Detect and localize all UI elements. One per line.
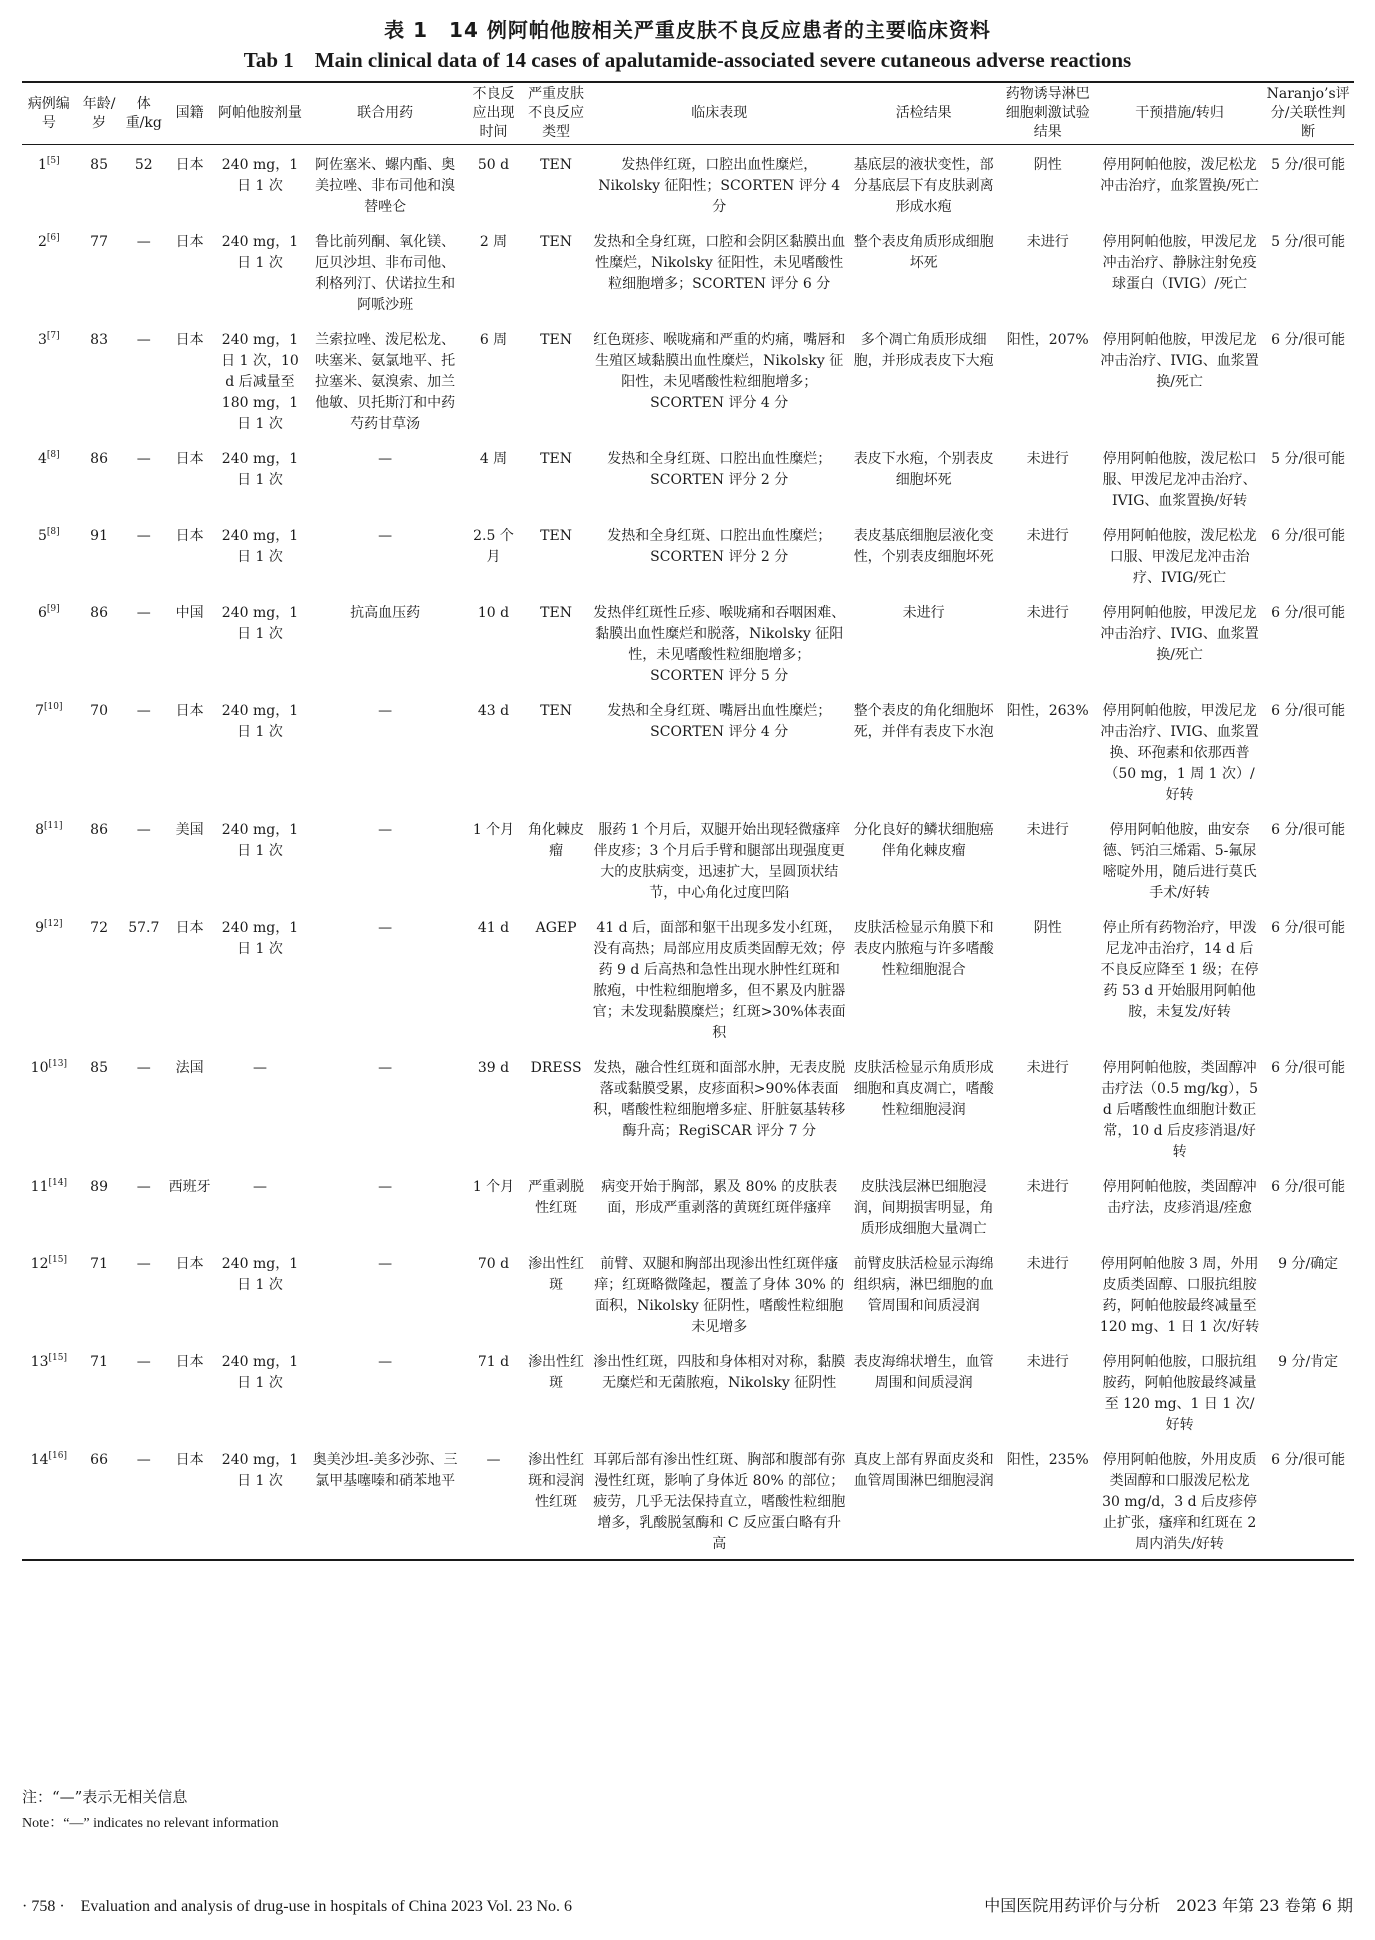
cell-type: 渗出性红斑 (528, 1354, 585, 1391)
cell-action: 停用阿帕他胺，甲泼尼龙冲击治疗、IVIG、血浆置换/死亡 (1100, 605, 1259, 663)
cell-dose: 240 mg，1 日 1 次 (221, 157, 299, 194)
cell-age: 72 (90, 920, 108, 936)
cell-weight: — (136, 605, 151, 621)
cell-combo: — (378, 451, 393, 467)
cell-onset: 71 d (477, 1354, 510, 1370)
cell-naranjo: 6 分/很可能 (1271, 332, 1346, 348)
cell-nation: 日本 (175, 528, 204, 544)
header-nation: 国籍 (175, 105, 204, 121)
cell-dose: 240 mg，1 日 1 次 (221, 528, 299, 565)
case-number: 13 (30, 1354, 49, 1370)
cell-action: 停用阿帕他胺，口服抗组胺药，阿帕他胺最终减量至 120 mg、1 日 1 次/好转 (1102, 1354, 1257, 1433)
cell-dlst: 未进行 (1026, 1354, 1069, 1370)
header-naranjo: Naranjo’s评分/关联性判断 (1266, 86, 1350, 140)
note-cn: 注：“—”表示无相关信息 (22, 1788, 188, 1806)
cell-dlst: 未进行 (1026, 605, 1069, 621)
cell-action: 停用阿帕他胺，泼尼松龙口服、甲泼尼龙冲击治疗、IVIG/死亡 (1102, 528, 1257, 586)
cell-onset: 6 周 (479, 332, 508, 348)
table-row (22, 1048, 1354, 1167)
cell-age: 86 (90, 605, 108, 621)
case-number: 8 (35, 822, 45, 838)
cell-onset: 41 d (477, 920, 510, 936)
header-onset: 不良反应出现时间 (472, 86, 515, 140)
cell-case-no (22, 1440, 76, 1560)
cell-biopsy: 整个表皮角质形成细胞坏死 (853, 234, 994, 271)
cell-onset: 1 个月 (472, 1179, 515, 1195)
table-row (22, 1440, 1354, 1560)
cell-onset: 43 d (477, 703, 510, 719)
cell-case-no (22, 222, 76, 320)
cell-case-no (22, 593, 76, 691)
footer-journal-cn: 中国医院用药评价与分析 2023 年第 23 卷第 6 期 (984, 1896, 1353, 1915)
reference-citation: [15] (48, 1255, 67, 1265)
table-row (22, 439, 1354, 516)
cell-dose: 240 mg，1 日 1 次，10 d 后减量至 180 mg，1 日 1 次 (221, 332, 299, 432)
cell-onset: 50 d (477, 157, 510, 173)
cell-nation: 法国 (175, 1060, 204, 1076)
cell-combo: 抗高血压药 (350, 605, 421, 621)
cell-dose: 240 mg，1 日 1 次 (221, 1354, 299, 1391)
cell-nation: 日本 (175, 451, 204, 467)
cell-age: 83 (90, 332, 108, 348)
cell-combo: — (378, 822, 393, 838)
cell-onset: 4 周 (479, 451, 508, 467)
case-number: 7 (35, 703, 45, 719)
cell-nation: 中国 (175, 605, 204, 621)
cell-combo: — (378, 703, 393, 719)
cell-biopsy: 皮肤活检显示角膜下和表皮内脓疱与许多嗜酸性粒细胞混合 (853, 920, 994, 978)
cell-action: 停用阿帕他胺，曲安奈德、钙泊三烯霜、5-氟尿嘧啶外用，随后进行莫氏手术/好转 (1102, 822, 1257, 901)
cell-weight: 57.7 (128, 920, 160, 936)
cell-age: 86 (90, 451, 108, 467)
cell-clinical: 渗出性红斑，四肢和身体相对对称，黏膜无糜烂和无菌脓疱，Nikolsky 征阴性 (593, 1354, 846, 1391)
cell-nation: 日本 (175, 1256, 204, 1272)
cell-biopsy: 整个表皮的角化细胞坏死，并伴有表皮下水泡 (853, 703, 994, 740)
header-age: 年龄/岁 (82, 95, 116, 131)
cell-dlst: 未进行 (1026, 1179, 1069, 1195)
cell-nation: 日本 (175, 1354, 204, 1370)
cell-case-no (22, 1048, 76, 1167)
cell-dose: 240 mg，1 日 1 次 (221, 920, 299, 957)
cell-action: 停用阿帕他胺，外用皮质类固醇和口服泼尼松龙 30 mg/d，3 d 后皮疹停止扩张，瘙痒和红斑在 2 周内消失/好转 (1102, 1452, 1258, 1552)
cell-dose: 240 mg，1 日 1 次 (221, 451, 299, 488)
case-number: 2 (37, 234, 47, 250)
cell-biopsy: 分化良好的鳞状细胞癌伴角化棘皮瘤 (853, 822, 994, 859)
cell-age: 71 (90, 1354, 108, 1370)
cell-case-no (22, 691, 76, 810)
cell-combo: 兰索拉唑、泼尼松龙、呋塞米、氨氯地平、托拉塞米、氨溴索、加兰他敏、贝托斯汀和中药芍药甘草汤 (315, 332, 456, 432)
cell-action: 停用阿帕他胺，泼尼松龙冲击治疗，血浆置换/死亡 (1100, 157, 1259, 194)
cell-combo: — (378, 1256, 393, 1272)
cell-onset: 2.5 个月 (473, 528, 514, 565)
table-row (22, 516, 1354, 593)
cell-naranjo: 5 分/很可能 (1271, 157, 1346, 173)
cell-dlst: 未进行 (1026, 822, 1069, 838)
cell-clinical: 发热，融合性红斑和面部水肿，无表皮脱落或黏膜受累，皮疹面积>90%体表面积，嗜酸性粒细胞增多症、肝脏氨基转移酶升高；RegiSCAR 评分 7 分 (593, 1060, 846, 1139)
cell-biopsy: 真皮上部有界面皮炎和血管周围淋巴细胞浸润 (853, 1452, 994, 1489)
case-number: 6 (37, 605, 47, 621)
case-number: 11 (30, 1179, 49, 1195)
table-header-row (22, 82, 1354, 145)
cell-age: 86 (90, 822, 108, 838)
cell-dlst: 未进行 (1026, 528, 1069, 544)
cell-dlst: 阴性 (1033, 157, 1062, 173)
cell-combo: 鲁比前列酮、氧化镁、厄贝沙坦、非布司他、利格列汀、伏诺拉生和阿哌沙班 (315, 234, 456, 313)
cell-naranjo: 6 分/很可能 (1271, 920, 1346, 936)
cell-weight: — (136, 822, 151, 838)
cell-type: DRESS (530, 1060, 582, 1076)
cell-biopsy: 皮肤活检显示角质形成细胞和真皮凋亡，嗜酸性粒细胞浸润 (853, 1060, 994, 1118)
reference-citation: [12] (44, 919, 63, 929)
cell-action: 停用阿帕他胺，甲泼尼龙冲击治疗、IVIG、血浆置换、环孢素和依那西普（50 mg，1 周 1 次）/好转 (1100, 703, 1259, 803)
cell-naranjo: 6 分/很可能 (1271, 1060, 1346, 1076)
cell-age: 66 (90, 1452, 108, 1468)
reference-citation: [8] (46, 527, 60, 537)
cell-combo: 奥美沙坦-美多沙弥、三氯甲基噻嗪和硝苯地平 (312, 1452, 458, 1489)
cell-action: 停用阿帕他胺，甲泼尼龙冲击治疗、IVIG、血浆置换/死亡 (1100, 332, 1259, 390)
reference-citation: [10] (44, 702, 63, 712)
cell-clinical: 发热和全身红斑、嘴唇出血性糜烂；SCORTEN 评分 4 分 (607, 703, 832, 740)
cell-action: 停用阿帕他胺，类固醇冲击疗法（0.5 mg/kg），5 d 后嗜酸性血细胞计数正常，10 d 后皮疹消退/好转 (1101, 1060, 1259, 1160)
cell-clinical: 红色斑疹、喉咙痛和严重的灼痛，嘴唇和生殖区域黏膜出血性糜烂，Nikolsky 征阳性，未见嗜酸性粒细胞增多；SCORTEN 评分 4 分 (593, 332, 846, 411)
cell-biopsy: 前臂皮肤活检显示海绵组织病，淋巴细胞的血管周围和间质浸润 (853, 1256, 994, 1314)
case-number: 5 (37, 528, 47, 544)
cell-onset: 2 周 (479, 234, 508, 250)
reference-citation: [5] (46, 156, 60, 166)
case-number: 3 (37, 332, 47, 348)
cell-weight: — (136, 1256, 151, 1272)
cell-biopsy: 多个凋亡角质形成细胞，并形成表皮下大疱 (853, 332, 994, 369)
table-row (22, 1342, 1354, 1440)
cell-combo: — (378, 528, 393, 544)
cell-nation: 美国 (175, 822, 204, 838)
cell-naranjo: 6 分/很可能 (1271, 703, 1346, 719)
cell-case-no (22, 810, 76, 908)
cell-age: 89 (90, 1179, 108, 1195)
cell-biopsy: 未进行 (902, 605, 945, 621)
cell-naranjo: 6 分/很可能 (1271, 528, 1346, 544)
cell-weight: — (136, 1452, 151, 1468)
case-number: 4 (37, 451, 47, 467)
cell-naranjo: 9 分/肯定 (1278, 1354, 1339, 1370)
header-dlst: 药物诱导淋巴细胞刺激试验结果 (1005, 86, 1090, 140)
cell-naranjo: 6 分/很可能 (1271, 822, 1346, 838)
cell-dose: — (252, 1060, 267, 1076)
cell-action: 停用阿帕他胺，类固醇冲击疗法，皮疹消退/痊愈 (1102, 1179, 1257, 1216)
cell-type: 渗出性红斑 (528, 1256, 585, 1293)
cell-naranjo: 6 分/很可能 (1271, 1452, 1346, 1468)
cell-naranjo: 5 分/很可能 (1271, 451, 1346, 467)
table-row (22, 145, 1354, 223)
cell-weight: — (136, 451, 151, 467)
table-title-en: Tab 1 Main clinical data of 14 cases of apalutamide-associated severe cutaneous adverse reactions (243, 48, 1132, 72)
header-case-no: 病例编号 (27, 95, 70, 131)
cell-clinical: 服药 1 个月后，双腿开始出现轻微瘙痒伴皮疹；3 个月后手臂和腿部出现强度更大的皮肤病变，迅速扩大，呈圆顶状结节，中心角化过度凹陷 (593, 822, 845, 901)
cell-case-no (22, 320, 76, 439)
cell-case-no (22, 908, 76, 1048)
cell-age: 70 (90, 703, 108, 719)
cell-dose: 240 mg，1 日 1 次 (221, 234, 299, 271)
cell-nation: 日本 (175, 332, 204, 348)
reference-citation: [16] (48, 1451, 67, 1461)
cell-case-no (22, 516, 76, 593)
cell-action: 停止所有药物治疗，甲泼尼龙冲击治疗，14 d 后不良反应降至 1 级；在停药 53 d 开始服用阿帕他胺，未复发/好转 (1100, 920, 1259, 1020)
cell-age: 77 (90, 234, 108, 250)
reference-citation: [7] (46, 331, 60, 341)
cell-type: TEN (540, 605, 572, 621)
cell-biopsy: 表皮基底细胞层液化变性，个别表皮细胞坏死 (853, 528, 994, 565)
cell-nation: 日本 (175, 234, 204, 250)
cell-dlst: 未进行 (1026, 234, 1069, 250)
cell-onset: 70 d (477, 1256, 510, 1272)
cell-type: TEN (540, 703, 572, 719)
table-row (22, 1244, 1354, 1342)
cell-type: 渗出性红斑和浸润性红斑 (528, 1452, 585, 1510)
cell-dose: 240 mg，1 日 1 次 (221, 1256, 299, 1293)
cell-weight: — (136, 1179, 151, 1195)
cell-dose: 240 mg，1 日 1 次 (221, 703, 299, 740)
cell-clinical: 病变开始于胸部，累及 80% 的皮肤表面，形成严重剥落的黄斑红斑伴瘙痒 (601, 1179, 838, 1216)
cell-type: TEN (540, 234, 572, 250)
cell-biopsy: 皮肤浅层淋巴细胞浸润，间期损害明显，角质形成细胞大量凋亡 (853, 1179, 994, 1237)
cell-clinical: 发热和全身红斑，口腔和会阴区黏膜出血性糜烂，Nikolsky 征阳性，未见嗜酸性粒细胞增多；SCORTEN 评分 6 分 (593, 234, 846, 292)
cell-combo: — (378, 1179, 393, 1195)
cell-naranjo: 6 分/很可能 (1271, 1179, 1346, 1195)
note-en: Note：“—” indicates no relevant information (22, 1816, 279, 1831)
header-type: 严重皮肤不良反应类型 (528, 86, 585, 140)
cell-clinical: 发热伴红斑，口腔出血性糜烂，Nikolsky 征阳性；SCORTEN 评分 4 分 (598, 157, 841, 215)
cell-case-no (22, 145, 76, 223)
cell-weight: — (136, 332, 151, 348)
cell-naranjo: 5 分/很可能 (1271, 234, 1346, 250)
cell-weight: — (136, 528, 151, 544)
table-row (22, 222, 1354, 320)
cell-clinical: 前臂、双腿和胸部出现渗出性红斑伴瘙痒；红斑略微隆起，覆盖了身体 30% 的面积，Nikolsky 征阴性，嗜酸性粒细胞未见增多 (594, 1256, 845, 1335)
cell-case-no (22, 1342, 76, 1440)
reference-citation: [13] (48, 1059, 67, 1069)
cell-action: 停用阿帕他胺，泼尼松口服、甲泼尼龙冲击治疗、IVIG、血浆置换/好转 (1102, 451, 1257, 509)
cell-case-no (22, 1167, 76, 1244)
cell-dlst: 未进行 (1026, 1060, 1069, 1076)
cell-clinical: 发热伴红斑性丘疹、喉咙痛和吞咽困难、黏膜出血性糜烂和脱落，Nikolsky 征阳性，未见嗜酸性粒细胞增多；SCORTEN 评分 5 分 (593, 605, 846, 684)
cell-clinical: 发热和全身红斑、口腔出血性糜烂；SCORTEN 评分 2 分 (607, 528, 832, 565)
table-row (22, 593, 1354, 691)
cell-weight: — (136, 1060, 151, 1076)
cell-dose: 240 mg，1 日 1 次 (221, 822, 299, 859)
cell-clinical: 41 d 后，面部和躯干出现多发小红斑，没有高热；局部应用皮质类固醇无效；停药 9 d 后高热和急性出现水肿性红斑和脓疱，中性粒细胞增多，但不累及内脏器官；未发现黏膜糜烂；红斑>30%体表面积 (592, 920, 846, 1041)
cell-dose: — (252, 1179, 267, 1195)
cell-dlst: 阴性 (1033, 920, 1062, 936)
cell-nation: 日本 (175, 920, 204, 936)
table-row (22, 320, 1354, 439)
cell-onset: 10 d (477, 605, 510, 621)
table-row (22, 810, 1354, 908)
reference-citation: [15] (48, 1353, 67, 1363)
cell-combo: — (378, 1060, 393, 1076)
header-dose: 阿帕他胺剂量 (217, 105, 302, 121)
cell-age: 85 (90, 1060, 108, 1076)
table-row (22, 691, 1354, 810)
case-number: 1 (37, 157, 47, 173)
table-row (22, 908, 1354, 1048)
footer-journal-en: · 758 · Evaluation and analysis of drug-use in hospitals of China 2023 Vol. 23 No. 6 (22, 1898, 573, 1915)
cell-age: 91 (90, 528, 108, 544)
cell-nation: 日本 (175, 1452, 204, 1468)
table-row (22, 1167, 1354, 1244)
cell-weight: — (136, 1354, 151, 1370)
cell-nation: 西班牙 (168, 1179, 211, 1195)
cell-type: TEN (540, 157, 572, 173)
cell-combo: 阿佐塞米、螺内酯、奥美拉唑、非布司他和溴替唑仑 (315, 157, 456, 215)
case-number: 9 (35, 920, 45, 936)
cell-case-no (22, 1244, 76, 1342)
cell-nation: 日本 (175, 157, 204, 173)
cell-dlst: 阳性，263% (1006, 703, 1089, 719)
cell-type: TEN (540, 528, 572, 544)
cell-biopsy: 表皮下水疱，个别表皮细胞坏死 (853, 451, 994, 488)
cell-combo: — (378, 1354, 393, 1370)
cell-weight: 52 (134, 157, 153, 173)
case-number: 12 (30, 1256, 49, 1272)
cell-dlst: 阳性，207% (1006, 332, 1089, 348)
cell-onset: — (486, 1452, 501, 1468)
cell-biopsy: 基底层的液状变性，部分基底层下有皮肤剥离形成水疱 (853, 157, 994, 215)
reference-citation: [9] (46, 604, 60, 614)
reference-citation: [11] (44, 821, 63, 831)
cell-biopsy: 表皮海绵状增生，血管周围和间质浸润 (853, 1354, 994, 1391)
cell-action: 停用阿帕他胺 3 周，外用皮质类固醇、口服抗组胺药，阿帕他胺最终减量至 120 mg、1 日 1 次/好转 (1099, 1256, 1260, 1335)
cell-case-no (22, 439, 76, 516)
cell-action: 停用阿帕他胺，甲泼尼龙冲击治疗、静脉注射免疫球蛋白（IVIG）/死亡 (1102, 234, 1257, 292)
header-weight: 体重/kg (125, 95, 162, 131)
cell-weight: — (136, 703, 151, 719)
cell-clinical: 发热和全身红斑、口腔出血性糜烂；SCORTEN 评分 2 分 (607, 451, 832, 488)
cell-age: 85 (90, 157, 108, 173)
header-action: 干预措施/转归 (1135, 105, 1224, 121)
cell-dose: 240 mg，1 日 1 次 (221, 605, 299, 642)
cell-type: 严重剥脱性红斑 (528, 1179, 585, 1216)
cell-type: 角化棘皮瘤 (528, 822, 585, 859)
cell-clinical: 耳郭后部有渗出性红斑、胸部和腹部有弥漫性红斑，影响了身体近 80% 的部位；疲劳，几乎无法保持直立，嗜酸性粒细胞增多，乳酸脱氢酶和 C 反应蛋白略有升高 (593, 1452, 846, 1552)
header-combo: 联合用药 (357, 105, 414, 121)
cell-dlst: 阳性，235% (1006, 1452, 1089, 1468)
case-number: 10 (30, 1060, 49, 1076)
cell-dlst: 未进行 (1026, 451, 1069, 467)
table-title-cn: 表 1 14 例阿帕他胺相关严重皮肤不良反应患者的主要临床资料 (384, 18, 991, 42)
clinical-data-table (22, 81, 1354, 1561)
cell-nation: 日本 (175, 703, 204, 719)
reference-citation: [14] (48, 1178, 67, 1188)
cell-type: TEN (540, 451, 572, 467)
header-clinical: 临床表现 (691, 105, 748, 121)
cell-onset: 1 个月 (472, 822, 515, 838)
cell-naranjo: 6 分/很可能 (1271, 605, 1346, 621)
cell-type: AGEP (535, 920, 577, 936)
reference-citation: [6] (46, 233, 60, 243)
cell-onset: 39 d (477, 1060, 510, 1076)
reference-citation: [8] (46, 450, 60, 460)
cell-dlst: 未进行 (1026, 1256, 1069, 1272)
cell-type: TEN (540, 332, 572, 348)
header-biopsy: 活检结果 (895, 105, 952, 121)
cell-combo: — (378, 920, 393, 936)
cell-naranjo: 9 分/确定 (1278, 1256, 1339, 1272)
cell-weight: — (136, 234, 151, 250)
case-number: 14 (30, 1452, 49, 1468)
cell-dose: 240 mg，1 日 1 次 (221, 1452, 299, 1489)
cell-age: 71 (90, 1256, 108, 1272)
